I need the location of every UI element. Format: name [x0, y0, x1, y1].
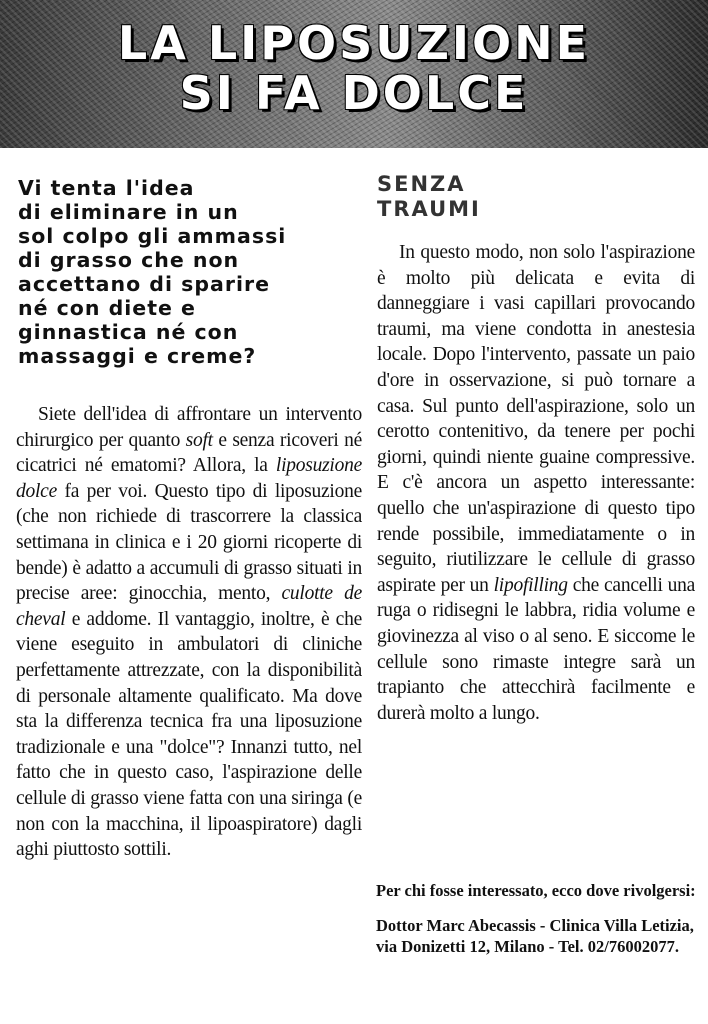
- right-column: [377, 172, 697, 726]
- italic-term-lipofilling: lipofilling: [493, 574, 568, 596]
- header-banner: [0, 0, 708, 148]
- italic-term-liposuzione-dolce: liposuzione dolce: [16, 455, 362, 502]
- right-body-text: [377, 240, 695, 726]
- right-paragraph: [377, 240, 695, 726]
- text-run: e addome. Il vantaggio, inoltre, è che viene eseguito in ambulatori di cliniche perfettamente attrezzate, con la disponibilità di personale altamente qualificato. Ma dove sta la differenza tecnica fra una liposuzione tradizionale e una "dolce"? Innanzi tutto, nel fatto che in questo caso, l'aspirazione delle cellule di grasso viene fatta con una siringa (e non con la macchina, il lipoaspiratore) dagli aghi piuttosto sottili.: [16, 608, 362, 861]
- text-run: e senza ricoveri né cicatrici né ematomi? Allora, la: [16, 429, 362, 477]
- lede-line: di grasso che non: [18, 248, 240, 272]
- left-body-text: [12, 402, 362, 863]
- section-heading: [377, 172, 697, 222]
- text-run: fa per voi. Questo tipo di liposuzione (che non richiede di trascorrere la classica settimana in clinica e i 20 giorni ricoperte di bende) è adatto a accumuli di grasso situati in precise aree: ginocchia, mento,: [16, 480, 362, 605]
- lede-line: né con diete e: [18, 296, 196, 320]
- text-run: che cancelli una ruga o ridisegni le labbra, ridia volume e giovinezza al viso o al seno. E siccome le cellule sono rimaste integre sarà un trapianto che attecchirà facilmente e durerà molto a lungo.: [377, 574, 695, 724]
- left-column: [12, 170, 362, 863]
- lede-line: ginnastica né con: [18, 320, 239, 344]
- italic-term-soft: soft: [185, 429, 213, 451]
- lede-line: accettano di sparire: [18, 272, 270, 296]
- title-line-2: SI FA DOLCE: [179, 66, 529, 120]
- left-paragraph: [16, 402, 362, 863]
- lede: [12, 176, 318, 368]
- text-run: Siete dell'idea di affrontare un intervento chirurgico per quanto: [16, 404, 362, 451]
- title-line-1: LA LIPOSUZIONE: [117, 16, 591, 70]
- lede-line: Vi tenta l'idea: [18, 176, 195, 200]
- section-heading-line-1: SENZA: [377, 172, 466, 196]
- lede-line: di eliminare in un: [18, 200, 239, 224]
- contact-info: [376, 880, 698, 957]
- lede-line: massaggi e creme?: [18, 344, 257, 368]
- lede-line: sol colpo gli ammassi: [18, 224, 287, 248]
- text-run: In questo modo, non solo l'aspirazione è molto più delicata e evita di danneggiare i vasi capillari provocando traumi, ma viene condotta in anestesia locale. Dopo l'intervento, passate un paio d'ore in osservazione, si può tornare a casa. Sul punto dell'aspirazione, solo un cerotto contenitivo, da tenere per pochi giorni, quindi niente guaine compressive. E c'è ancora un aspetto interessante: quello che un'aspirazione di questo tipo rende possibile, immediatamente o in seguito, riutilizzare le cellule di grasso aspirate per un: [377, 242, 695, 596]
- contact-intro: Per chi fosse interessato, ecco dove rivolgersi:: [376, 881, 696, 900]
- page-title: [0, 18, 708, 118]
- contact-address: Dottor Marc Abecassis - Clinica Villa Letizia, via Donizetti 12, Milano - Tel. 02/76002077.: [376, 916, 694, 956]
- section-heading-line-2: TRAUMI: [377, 197, 481, 221]
- italic-term-culotte: culotte de cheval: [16, 583, 362, 630]
